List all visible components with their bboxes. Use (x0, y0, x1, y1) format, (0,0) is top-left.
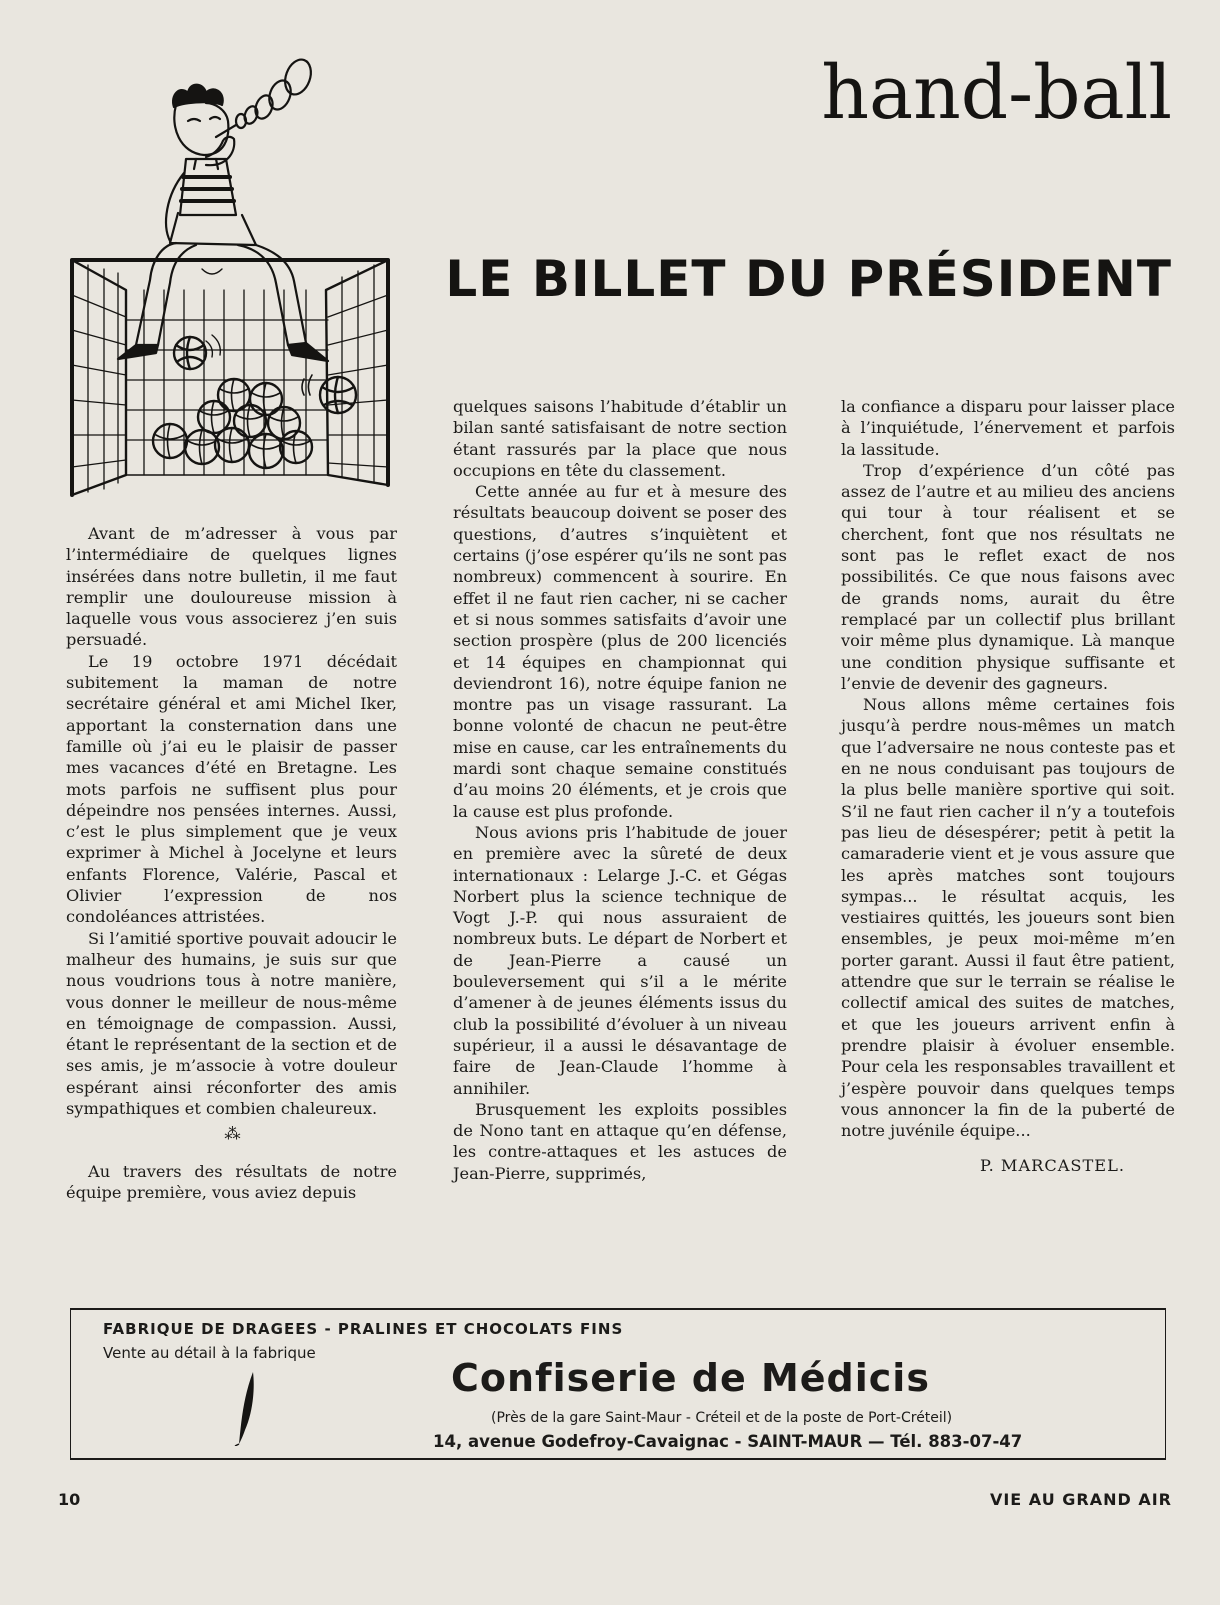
author-signature: P. MARCASTEL. (979, 1156, 1125, 1176)
section-separator: ⁂ (224, 1124, 239, 1144)
article-paragraph: la confiance a disparu pour laisser place à l’inquiétude, l’énervement et parfois la lassitude. (841, 397, 1175, 459)
article-paragraph: Brusquement les exploits possibles de Nono tant en attaque qu’en défense, les contre-attaques et les astuces de Jean-Pierre, supprimés, (453, 1099, 787, 1183)
article-column-2 (453, 396, 787, 1184)
article-paragraph: Si l’amitié sportive pouvait adoucir le malheur des humains, je suis sur que nous voudrions tous à notre manière, vous donner le meilleur de nous-même en témoignage de compassion. Aussi, étant le représentant de la section et de ses amis, je m’associe à votre douleur espérant ainsi réconforter des amis sympathiques et combien chaleureux. (66, 928, 397, 1119)
ad-location-note: (Près de la gare Saint-Maur - Créteil et de la poste de Port-Créteil) (491, 1410, 953, 1426)
article-paragraph: Au travers des résultats de notre équipe première, vous aviez depuis (66, 1161, 397, 1202)
advertisement-box (70, 1308, 1166, 1460)
handball-goalkeeper-illustration-icon (66, 55, 406, 510)
article-column-1 (66, 523, 397, 1203)
article-column-3 (841, 396, 1175, 1177)
article-paragraph: Cette année au fur et à mesure des résultats beaucoup doivent se poser des questions, d’autres s’inquiètent et certains (j’ose espérer qu’ils ne sont pas nombreux) commencent à sourire. En effet il ne faut rien cacher, ni se cacher et si nous sommes satisfaits d’avoir une section prospère (plus de 200 licenciés et 14 équipes en championnat qui deviendront 16), notre équipe fanion ne montre pas un visage rassurant. La bonne volonté de chacun ne peut-être mise en cause, car les entraînements du mardi sont chaque semaine constitués d’au moins 20 éléments, et je crois que la cause est plus profonde. (453, 482, 787, 821)
ad-company-name: Confiserie de Médicis (451, 1356, 930, 1400)
article-paragraph: Nous avions pris l’habitude de jouer en première avec la sûreté de deux internationaux : Lelarge J.-C. et Gégas Norbert plus la science technique de Vogt J.-P. qui nous assuraient de nombreux buts. Le départ de Norbert et de Jean-Pierre a causé un bouleversement qui s’il a le mérite d’amener à de jeunes éléments issus du club la possibilité d’évoluer à un niveau supérieur, il a aussi le désavantage de faire de Jean-Claude l’homme à annihiler. (453, 822, 787, 1098)
ad-header: FABRIQUE DE DRAGEES - PRALINES ET CHOCOLATS FINS (103, 1320, 624, 1338)
section-title: hand-ball (821, 50, 1172, 136)
ad-address: 14, avenue Godefroy-Cavaignac - SAINT-MAUR — Tél. 883-07-47 (433, 1432, 1023, 1451)
article-paragraph: Le 19 octobre 1971 décédait subitement la maman de notre secrétaire général et ami Michel Iker, apportant la consternation dans une famille où j’ai eu le plaisir de passer mes vacances d’été en Bretagne. Les mots parfois ne suffisent plus pour dépeindre nos pensées internes. Aussi, c’est le plus simplement que je veux exprimer à Michel à Jocelyne et leurs enfants Florence, Valérie, Pascal et Olivier l’expression de nos condoléances attristées. (66, 651, 397, 927)
article-paragraph: Avant de m’adresser à vous par l’intermédiaire de quelques lignes insérées dans notre bulletin, il me faut remplir une douloureuse mission à laquelle vous vous associerez j’en suis persuadé. (66, 524, 397, 650)
ad-subheader: Vente au détail à la fabrique (103, 1344, 316, 1362)
article-paragraph: Nous allons même certaines fois jusqu’à perdre nous-mêmes un match que l’adversaire ne nous conteste pas et en ne nous conduisant pas toujours de la plus belle manière sportive qui soit. S’il ne faut rien cacher il n’y a toutefois pas lieu de désespérer; petit à petit la camaraderie vient et je vous assure que les après matches sont toujours sympas... le résultat acquis, les vestiaires quittés, les joueurs sont bien ensembles, je peux moi-même m’en porter garant. Aussi il faut être patient, attendre que sur le terrain se réalise le collectif amical des suites de matches, et que les joueurs arrivent enfin à prendre plaisir à évoluer ensemble. Pour cela les responsables travaillent et j’espère pouvoir dans quelques temps vous annoncer la fin de la puberté de notre juvénile équipe... (841, 695, 1175, 1141)
article-title: LE BILLET DU PRÉSIDENT (445, 250, 1172, 308)
article-paragraph: quelques saisons l’habitude d’établir un bilan santé satisfaisant de notre section étant rassurés par la place que nous occupions en tête du classement. (453, 397, 787, 480)
page-number: 10 (58, 1490, 81, 1509)
magazine-name: VIE AU GRAND AIR (989, 1490, 1172, 1509)
feather-icon (231, 1368, 261, 1446)
article-paragraph: Trop d’expérience d’un côté pas assez de l’autre et au milieu des anciens qui tour à tour réalisent et se cherchent, font que nos résultats ne sont pas le reflet exact de nos possibilités. Ce que nous faisons avec de grands noms, aurait du être remplacé par un collectif plus brillant voir même plus dynamique. Là manque une condition physique suffisante et l’envie de devenir des gagneurs. (841, 460, 1175, 693)
